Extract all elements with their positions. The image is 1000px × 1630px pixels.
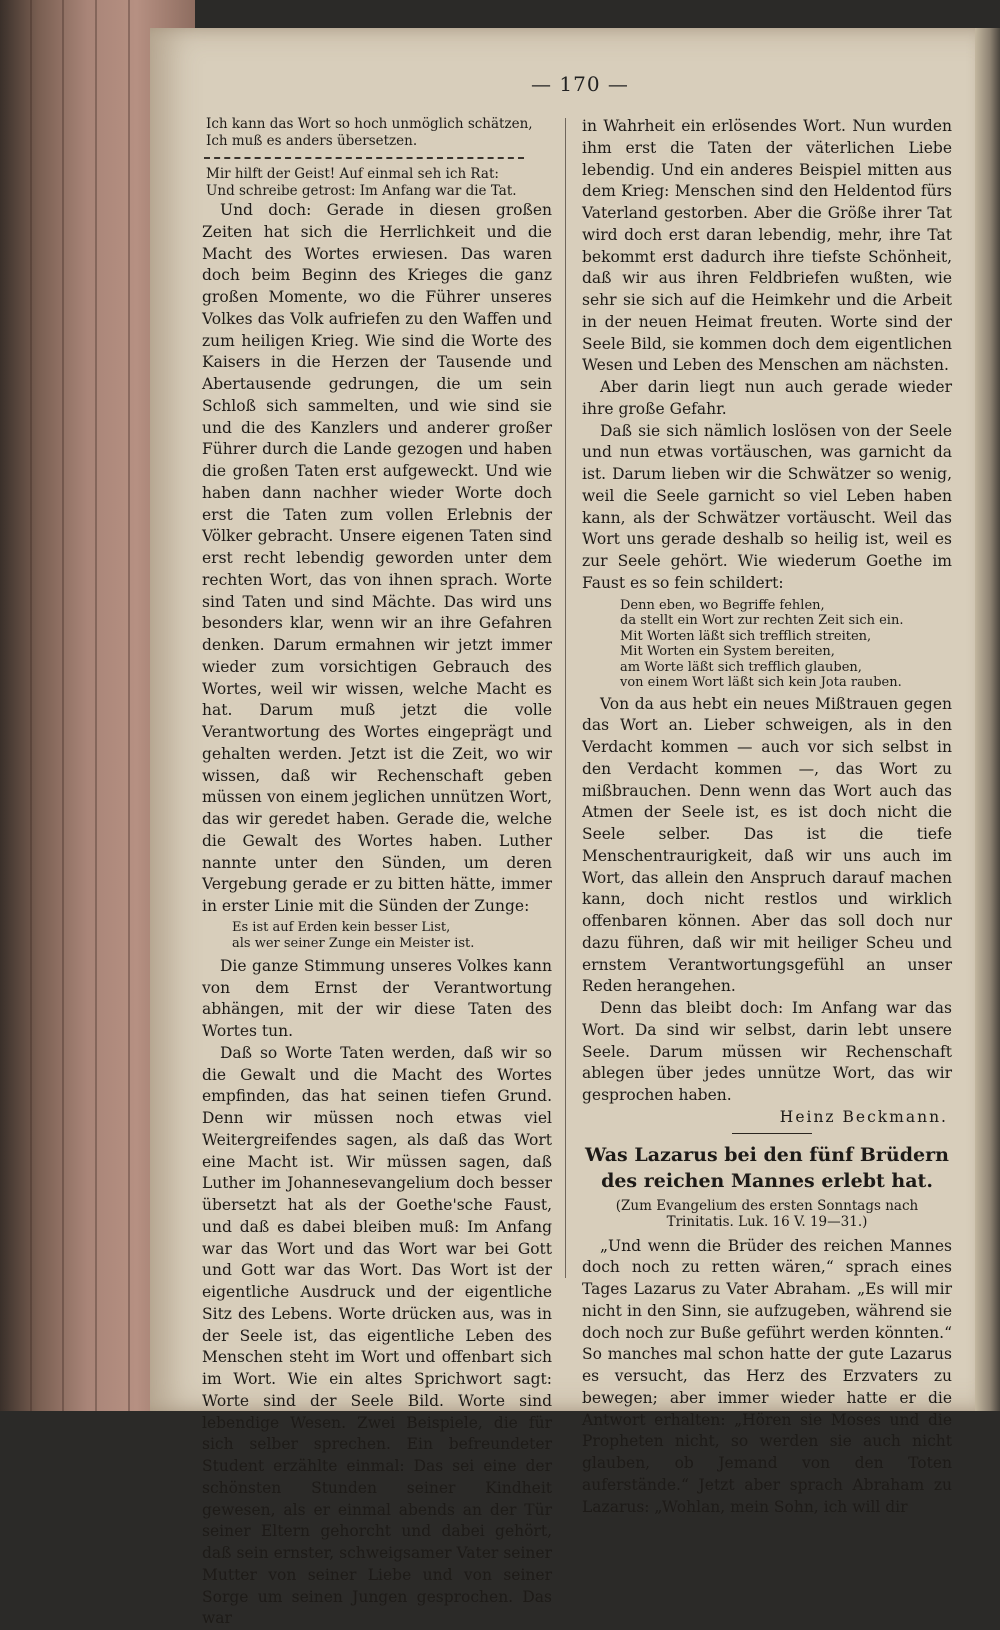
column-divider — [565, 118, 566, 1278]
author-name: Heinz Beckmann. — [779, 1107, 948, 1126]
verse-line: Mit Worten läßt sich trefflich streiten, — [620, 628, 872, 644]
verse-line: Es ist auf Erden kein besser List, — [232, 919, 451, 935]
verse-top — [202, 116, 552, 150]
verse-line: Denn eben, wo Begriffe fehlen, — [620, 597, 825, 613]
verse-line: Mir hilft der Geist! Auf einmal seh ich Rat: — [206, 166, 499, 182]
verse-line: da stellt ein Wort zur rechten Zeit sich ein. — [620, 613, 904, 628]
dashed-separator — [204, 157, 524, 159]
right-column — [582, 116, 952, 1518]
verse-line: Und schreibe getrost: Im Anfang war die Tat. — [206, 183, 517, 199]
paragraph: in Wahrheit ein erlösendes Wort. Nun wurden ihm erst die Taten der väterlichen Liebe lebendig. Und ein anderes Beispiel mitten aus dem Krieg: Menschen sind den Heldentod fürs Vaterland gestorben. Aber die Größe ihrer Tat wird doch erst daran lebendig, mehr, ihre Tat bekommt erst dadurch ihre tiefste Schönheit, daß wir aus ihren Feldbriefen wußten, wie sehr sie sich auf die Heimkehr und die Arbeit in der neuen Heimat freuten. Worte sind der Seele Bild, sie kommen doch dem eigentlichen Wesen und Leben des Menschen am nächsten. — [582, 117, 952, 375]
paragraph: Denn das bleibt doch: Im Anfang war das Wort. Da sind wir selbst, darin lebt unsere Seele. Darum müssen wir Rechenschaft ablegen über jedes unnütze Wort, das wir gesprochen haben. — [582, 999, 952, 1104]
paragraph: Daß sie sich nämlich loslösen von der Seele und nun etwas vortäuschen, was garnicht da ist. Darum lieben wir die Schwätzer so wenig, weil die Seele garnicht so viel Leben haben kann, als der Schwätzer vortäuscht. Weil das Wort uns gerade deshalb so heilig ist, weil es zur Seele gehört. Wie wiederum Goethe im Faust es so fein schildert: — [582, 421, 952, 592]
verse-bottom — [202, 166, 552, 200]
left-column — [202, 116, 552, 1630]
verse-line: von einem Wort läßt sich kein Jota rauben. — [620, 675, 902, 690]
paragraph: Die ganze Stimmung unseres Volkes kann von dem Ernst der Verantwortung abhängen, mit der wir diese Taten des Wortes tun. — [202, 956, 552, 1040]
paragraph: Und doch: Gerade in diesen großen Zeiten hat sich die Herrlichkeit und die Macht des Wortes erwiesen. Das waren doch beim Beginn des Krieges die ganz großen Momente, wo die Führer unseres Volkes das Volk aufriefen zu den Waffen und zum heiligen Krieg. Wie sind die Worte des Kaisers in die Herzen der Tausende und Abertausende gedrungen, die um sein Schloß sich sammelten, und wie sind sie und die des Kanzlers und anderer großer Führer durch die Lande gezogen und haben die großen Taten erst aufgeweckt. Und wie haben dann nachher wieder Worte doch erst die Taten zum vollen Erlebnis der Völker gebracht. Unsere eigenen Taten sind erst recht lebendig geworden unter dem rechten Wort, das von ihnen sprach. Worte sind Taten und sind Mächte. Das wird uns besonders klar, wenn wir an ihre Gefahren denken. Darum ermahnen wir jetzt immer wieder zum vorsichtigen Gebrauch des Wortes, weil wir wissen, welche Macht es hat. Darum muß jetzt die volle Verantwortung des Wortes eingeprägt und gehalten werden. Jetzt ist die Zeit, wo wir wissen, daß wir Rechenschaft geben müssen von einem jeglichen unnützen Wort, das wir geredet haben. Gerade die, welche die Gewalt des Wortes haben. Luther nannte unter den Sünden, um deren Vergebung gerade er zu bitten hätte, immer in erster Linie mit die Sünden der Zunge: — [202, 201, 552, 915]
verse-line: am Worte läßt sich trefflich glauben, — [620, 659, 862, 675]
verse-line: Ich muß es anders übersetzen. — [206, 133, 418, 149]
verse-line: als wer seiner Zunge ein Meister ist. — [232, 935, 475, 951]
article-headline: Was Lazarus bei den fünf Brüdern des reichen Mannes erlebt hat. — [585, 1143, 949, 1192]
paragraph: „Und wenn die Brüder des reichen Mannes doch noch zu retten wären,“ sprach eines Tages Lazarus zu Vater Abraham. „Es will mir nicht in den Sinn, sie aufzugeben, während sie doch noch zur Buße geführt werden könnten.“ So manches mal schon hatte der gute Lazarus es versucht, das Herz des Erzvaters zu bewegen; aber immer wieder hatte er die Antwort erhalten: „Hören sie Moses und die Propheten nicht, so werden sie auch nicht glauben, ob Jemand von den Toten auferstände.“ Jetzt aber sprach Abraham zu Lazarus: „Wohlan, mein Sohn, ich will dir — [582, 1236, 952, 1516]
luther-quote — [202, 920, 552, 952]
author-signature — [582, 1107, 952, 1129]
faust-quote — [582, 598, 952, 691]
page-right-edge — [975, 28, 1000, 1411]
paragraph: Von da aus hebt ein neues Mißtrauen gegen das Wort an. Lieber schweigen, als in den Verdacht kommen — auch vor sich selbst in den Verdacht kommen —, das Wort zu mißbrauchen. Denn wenn das Wort auch das Atmen der Seele ist, es ist doch nicht die Seele selber. Das ist die tiefe Menschentraurigkeit, daß wir uns auch im Wort, das allein den Anspruch darauf machen kann, doch nicht restlos und wirklich offenbaren können. Aber das soll doch nur dazu führen, daß wir mit heiliger Scheu und ernstem Verantwortungsgefühl an unser Reden herangehen. — [582, 694, 952, 996]
paragraph: Daß so Worte Taten werden, daß wir so die Gewalt und die Macht des Wortes empfinden, das hat seinen tiefen Grund. Denn wir müssen noch etwas viel Weitergreifendes sagen, als daß das Wort eine Macht ist. Wir müssen sagen, daß Luther im Johannesevangelium doch besser übersetzt hat als der Goethe'sche Faust, und daß es dabei bleiben muß: Im Anfang war das Wort und das Wort war bei Gott und Gott war das Wort. Das Wort ist der eigentliche Ausdruck und der eigentliche Sitz des Lebens. Worte drücken aus, was in der Seele ist, das eigentliche Leben des Menschen steht im Wort und offenbart sich im Wort. Wie ein altes Sprichwort sagt: Worte sind der Seele Bild. Worte sind lebendige Wesen. Zwei Beispiele, die für sich selber sprechen. Ein befreundeter Student erzählte einmal: Das sei eine der schönsten Stunden seiner Kindheit gewesen, als er einmal abends an der Tür seiner Eltern gehorcht und dabei gehört, daß sein ernster, schweigsamer Vater seiner Mutter von seiner Liebe und von seiner Sorge um seinen Jungen gesprochen. Das war — [202, 1043, 552, 1628]
verse-line: Ich kann das Wort so hoch unmöglich schätzen, — [206, 116, 533, 132]
verse-line: Mit Worten ein System bereiten, — [620, 644, 835, 659]
paragraph: Aber darin liegt nun auch gerade wieder ihre große Gefahr. — [582, 378, 952, 418]
page-number: — 170 — — [531, 72, 629, 96]
signature-rule — [732, 1133, 812, 1134]
article-subheadline: (Zum Evangelium des ersten Sonntags nach Trinitatis. Luk. 16 V. 19—31.) — [615, 1197, 919, 1230]
